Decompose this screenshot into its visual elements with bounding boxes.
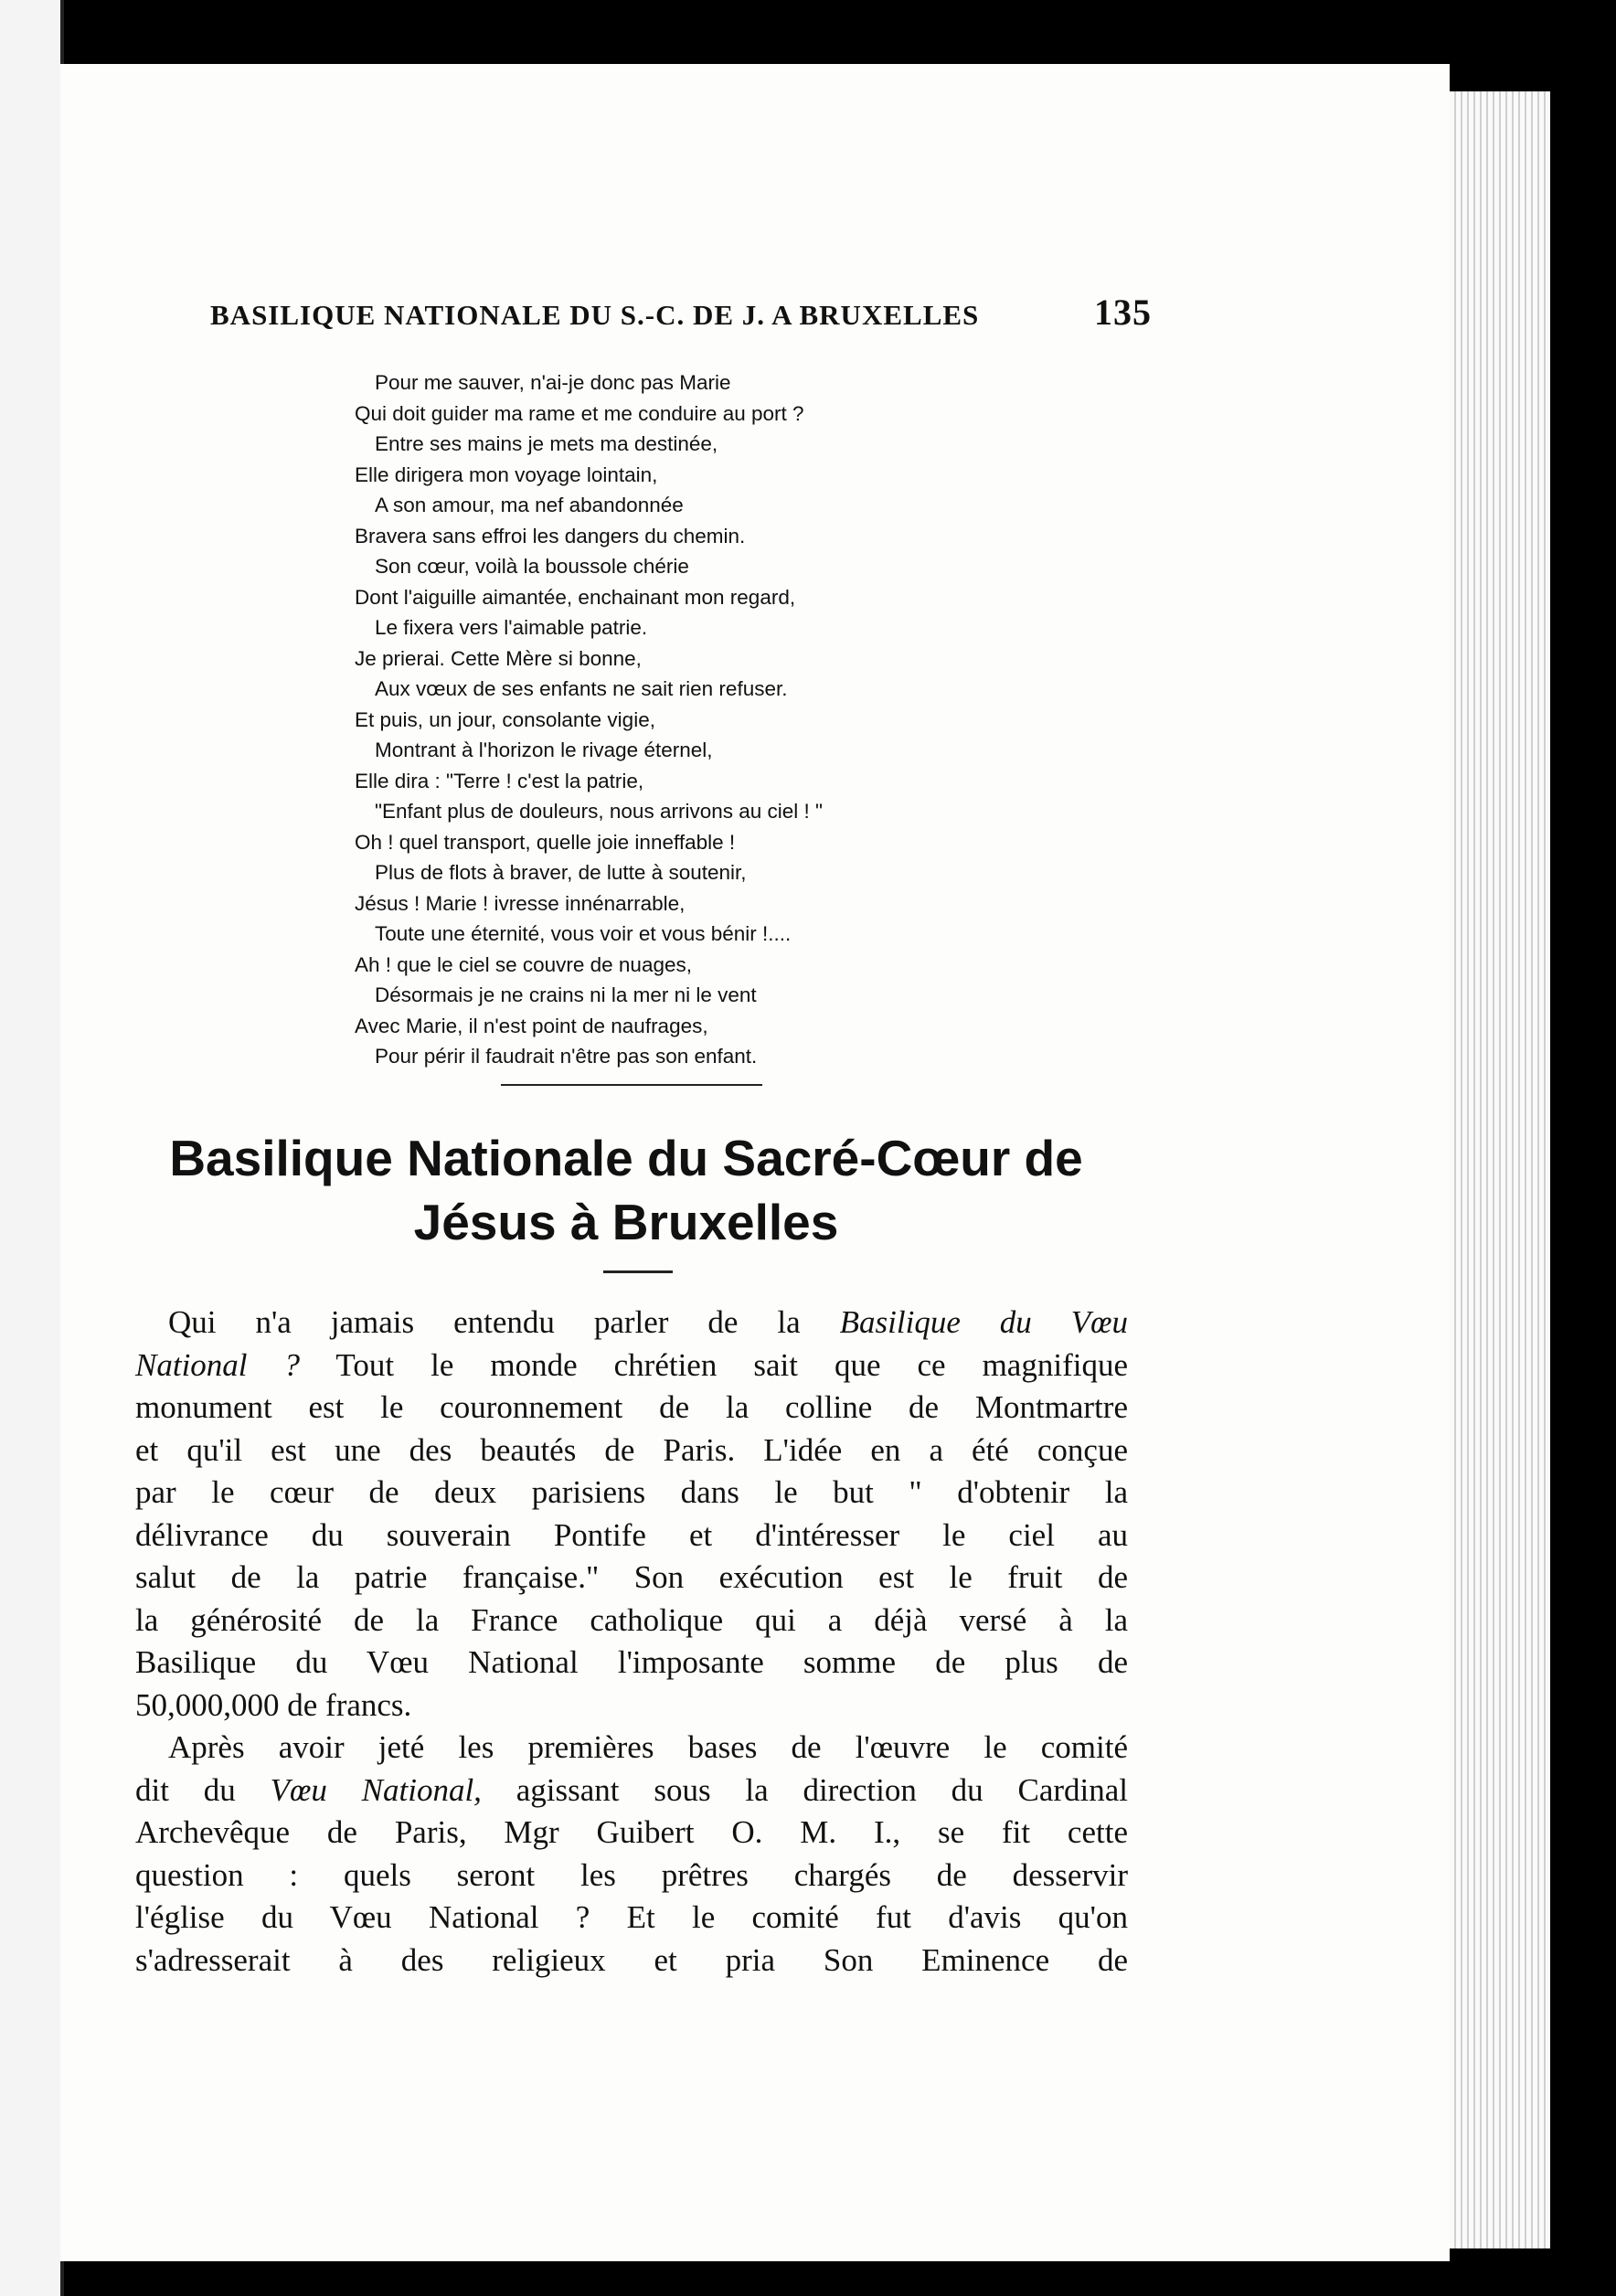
poem-line: Toute une éternité, vous voir et vous bénir !.... <box>375 922 792 945</box>
body-line: délivrance du souverain Pontife et d'intéresser le ciel au <box>135 1516 1128 1553</box>
running-head <box>210 291 1152 334</box>
text-run-italic: Basilique du Vœu <box>839 1304 1128 1340</box>
poem-line: Et puis, un jour, consolante vigie, <box>355 707 655 731</box>
poem-line: Bravera sans effroi les dangers du chemin. <box>355 524 746 547</box>
text-run: dit du <box>135 1771 236 1808</box>
text-run: agissant sous la direction du Cardinal <box>516 1771 1129 1808</box>
title-rule <box>603 1270 673 1273</box>
poem-line: Entre ses mains je mets ma destinée, <box>375 432 718 455</box>
text-run-italic: National ? <box>135 1346 301 1383</box>
poem-line: Aux vœux de ses enfants ne sait rien refuser. <box>375 677 788 700</box>
section-title-line-1: Basilique Nationale du Sacré-Cœur de <box>169 1130 1083 1186</box>
body-line: s'adresserait à des religieux et pria Son Eminence de <box>135 1941 1128 1978</box>
poem-line: Elle dirigera mon voyage lointain, <box>355 462 658 486</box>
poem-line: Plus de flots à braver, de lutte à soutenir, <box>375 861 747 884</box>
body-line: la générosité de la France catholique qui a déjà versé à la <box>135 1601 1128 1638</box>
poem-line: Désormais je ne crains ni la mer ni le vent <box>375 983 757 1006</box>
body-line: monument est le couronnement de la colline de Montmartre <box>135 1389 1128 1425</box>
text-run-italic: Vœu National, <box>270 1771 482 1808</box>
poem-line: "Enfant plus de douleurs, nous arrivons au ciel ! " <box>375 800 824 823</box>
poem-line: Je prierai. Cette Mère si bonne, <box>355 646 642 670</box>
section-title-line-2: Jésus à Bruxelles <box>413 1194 839 1250</box>
body-line: Après avoir jeté les premières bases de l'œuvre le comité <box>168 1729 1128 1765</box>
poem <box>355 367 823 1072</box>
body-text <box>135 1302 1128 1982</box>
poem-line: A son amour, ma nef abandonnée <box>375 494 684 516</box>
left-page-edge <box>0 0 64 2296</box>
body-line <box>135 1770 1128 1812</box>
body-line: salut de la patrie française." Son exécution est le fruit de <box>135 1559 1128 1595</box>
text-run: Qui n'a jamais entendu parler de la <box>168 1304 801 1340</box>
body-line: question : quels seront les prêtres chargés de desservir <box>135 1856 1128 1893</box>
text-run: Tout le monde chrétien sait que ce magnifique <box>335 1346 1128 1383</box>
body-line: l'église du Vœu National ? Et le comité fut d'avis qu'on <box>135 1899 1128 1935</box>
poem-line: Montrant à l'horizon le rivage éternel, <box>375 739 713 761</box>
running-head-title: BASILIQUE NATIONALE DU S.-C. DE J. A BRUXELLES <box>210 299 980 331</box>
poem-line: Jésus ! Marie ! ivresse innénarrable, <box>355 891 686 915</box>
body-line: 50,000,000 de francs. <box>135 1686 412 1723</box>
poem-line: Avec Marie, il n'est point de naufrages, <box>355 1014 708 1037</box>
body-line: Archevêque de Paris, Mgr Guibert O. M. I., se fit cette <box>135 1814 1128 1850</box>
poem-line: Ah ! que le ciel se couvre de nuages, <box>355 952 692 976</box>
poem-line: Elle dira : "Terre ! c'est la patrie, <box>355 769 644 792</box>
poem-line: Qui doit guider ma rame et me conduire au port ? <box>355 401 804 425</box>
poem-line: Son cœur, voilà la boussole chérie <box>375 555 689 578</box>
poem-end-rule <box>501 1084 762 1086</box>
body-line: et qu'il est une des beautés de Paris. L'idée en a été conçue <box>135 1431 1128 1468</box>
section-title <box>128 1126 1124 1254</box>
poem-line: Pour périr il faudrait n'être pas son enfant. <box>375 1045 758 1068</box>
poem-line: Oh ! quel transport, quelle joie inneffable ! <box>355 830 736 854</box>
page-stack-edges <box>1450 91 1550 2248</box>
page-number: 135 <box>1094 292 1152 333</box>
body-line: par le cœur de deux parisiens dans le but " d'obtenir la <box>135 1474 1128 1510</box>
poem-line: Le fixera vers l'aimable patrie. <box>375 616 648 639</box>
poem-line: Pour me sauver, n'ai-je donc pas Marie <box>375 371 731 394</box>
body-line <box>135 1345 1128 1387</box>
poem-line: Dont l'aiguille aimantée, enchainant mon regard, <box>355 585 796 609</box>
body-line <box>135 1302 1128 1345</box>
body-line: Basilique du Vœu National l'imposante somme de plus de <box>135 1644 1128 1680</box>
